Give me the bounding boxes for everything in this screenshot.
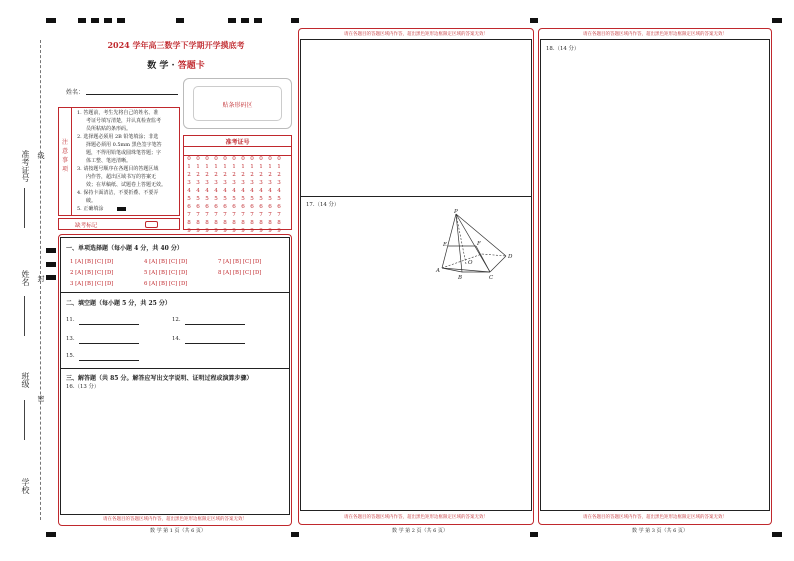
page3-answer-box — [540, 39, 770, 511]
page3-top-warning: 请在各题目的答题区域内作答，超出黑色矩形边框限定区域的答案无效！ — [583, 32, 727, 37]
fill-q13: 13. — [66, 336, 75, 342]
absent-row — [58, 218, 180, 230]
fill-q15-blank[interactable] — [79, 360, 139, 361]
fill-q12-blank[interactable] — [185, 324, 245, 325]
notes-label: 注意事项 — [61, 139, 68, 173]
pyramid-figure — [432, 208, 518, 284]
timing-mark — [91, 18, 99, 23]
instruction-line: 破。 — [86, 198, 97, 204]
page1-footer: 数 学 第 1 页（共 6 页） — [150, 528, 206, 534]
timing-mark — [176, 18, 184, 23]
timing-mark — [772, 18, 782, 23]
instruction-line: 4. 保持卡面清洁，不要折叠、不要弄 — [77, 190, 159, 196]
side-line-mark: 线 — [37, 152, 45, 159]
side-fill-line — [24, 188, 25, 228]
absent-checkbox[interactable] — [145, 221, 158, 228]
instruction-line: 5. 正确填涂 — [77, 206, 104, 212]
page3-footer: 数 学 第 3 页（共 6 页） — [632, 528, 688, 534]
question-18: 18.（14 分） — [546, 46, 580, 52]
absent-label: 缺考标记 — [75, 223, 98, 229]
instruction-line: 择题必须用 0.5mm 黑色签字笔答 — [86, 142, 162, 148]
page-subtitle — [60, 58, 292, 71]
choice-row[interactable]: 6 [A] [B] [C] [D] — [144, 281, 188, 287]
figure-label: A — [436, 268, 440, 274]
name-field[interactable] — [86, 94, 178, 95]
question-16: 16.（13 分） — [66, 384, 100, 390]
instruction-line: 员所粘贴的条形码。 — [86, 126, 132, 132]
section-divider — [60, 368, 290, 369]
timing-mark — [254, 18, 262, 23]
digit-column[interactable]: 0 1 2 3 4 5 6 7 8 9 — [196, 156, 200, 234]
choice-row[interactable]: 5 [A] [B] [C] [D] — [144, 270, 188, 276]
subtitle-card: 答题卡 — [177, 61, 205, 71]
choice-row[interactable]: 4 [A] [B] [C] [D] — [144, 259, 188, 265]
timing-mark — [46, 18, 56, 23]
figure-label: O — [468, 260, 473, 266]
timing-mark — [78, 18, 86, 23]
filled-bubble-sample — [117, 207, 126, 211]
fill-q14: 14. — [172, 336, 181, 342]
instruction-line: 题，不得用铅笔或圆珠笔答题；字 — [86, 150, 162, 156]
figure-label: P — [454, 209, 458, 215]
fill-q12: 12. — [172, 317, 181, 323]
barcode-area — [183, 78, 292, 129]
side-fill-line — [24, 400, 25, 440]
page1-warning: 请在各题目的答题区域内作答，超出黑色矩形边框限定区域的答案无效！ — [103, 517, 247, 522]
digit-column[interactable]: 0 1 2 3 4 5 6 7 8 9 — [232, 156, 236, 234]
choice-row[interactable]: 2 [A] [B] [C] [D] — [70, 270, 114, 276]
digit-column[interactable]: 0 1 2 3 4 5 6 7 8 9 — [241, 156, 245, 234]
instruction-line: 1. 答题前，考生先将自己的姓名、准 — [77, 110, 159, 116]
digit-column[interactable]: 0 1 2 3 4 5 6 7 8 9 — [187, 156, 191, 234]
timing-mark — [291, 18, 299, 23]
digit-column[interactable]: 0 1 2 3 4 5 6 7 8 9 — [214, 156, 218, 234]
digit-column[interactable]: 0 1 2 3 4 5 6 7 8 9 — [205, 156, 209, 234]
side-zkzh-label: 准考证号 — [21, 150, 30, 182]
subtitle-subject: 数 学 · — [147, 61, 178, 71]
fill-q15: 15. — [66, 353, 75, 359]
side-name-label: 姓名 — [21, 270, 30, 286]
side-secret-mark: 密 — [37, 395, 45, 402]
timing-mark — [46, 262, 56, 267]
timing-mark — [104, 18, 112, 23]
fill-q11-blank[interactable] — [79, 324, 139, 325]
page2-top-warning: 请在各题目的答题区域内作答，超出黑色矩形边框限定区域的答案无效！ — [344, 32, 488, 37]
choice-row[interactable]: 3 [A] [B] [C] [D] — [70, 281, 114, 287]
page2-bottom-warning: 请在各题目的答题区域内作答，超出黑色矩形边框限定区域的答案无效！ — [344, 515, 488, 520]
instruction-line: 体工整、笔迹清晰。 — [86, 158, 132, 164]
timing-mark — [772, 532, 782, 537]
name-label: 姓名： — [66, 89, 85, 96]
side-school-label: 学校 — [21, 478, 30, 494]
timing-mark — [530, 532, 538, 537]
choice-row[interactable]: 7 [A] [B] [C] [D] — [218, 259, 262, 265]
question-divider — [300, 196, 532, 197]
page3-bottom-warning: 请在各题目的答题区域内作答，超出黑色矩形边框限定区域的答案无效！ — [583, 515, 727, 520]
figure-label: D — [508, 254, 513, 260]
timing-mark — [117, 18, 125, 23]
figure-label: F — [477, 241, 481, 247]
figure-label: E — [443, 242, 448, 248]
digit-column[interactable]: 0 1 2 3 4 5 6 7 8 9 — [259, 156, 263, 234]
section2-title: 二、填空题（每小题 5 分，共 25 分） — [66, 300, 171, 307]
fill-q11: 11. — [66, 317, 75, 323]
timing-mark — [241, 18, 249, 23]
section3-title: 三、解答题（共 85 分。解答应写出文字说明、证明过程或演算步骤） — [66, 375, 253, 382]
timing-mark — [291, 532, 299, 537]
question-17: 17.（14 分） — [306, 202, 340, 208]
side-class-label: 班级 — [21, 372, 30, 388]
timing-mark — [530, 18, 538, 23]
timing-mark — [46, 532, 56, 537]
fill-q14-blank[interactable] — [185, 343, 245, 344]
choice-row[interactable]: 1 [A] [B] [C] [D] — [70, 259, 114, 265]
digit-column[interactable]: 0 1 2 3 4 5 6 7 8 9 — [250, 156, 254, 234]
digit-column[interactable]: 0 1 2 3 4 5 6 7 8 9 — [268, 156, 272, 234]
section-divider — [60, 292, 290, 293]
side-fill-line — [24, 296, 25, 336]
instruction-line: 3. 请按题号顺序在各题目的答题区域 — [77, 166, 159, 172]
instruction-line: 内作答，超出区域书写的答案无 — [86, 174, 157, 180]
page2-footer: 数 学 第 2 页（共 6 页） — [392, 528, 448, 534]
side-seal-mark: 封 — [37, 275, 45, 282]
digit-column[interactable]: 0 1 2 3 4 5 6 7 8 9 — [223, 156, 227, 234]
instruction-line: 效；在草稿纸、试题卷上答题无效。 — [86, 182, 167, 188]
digit-column[interactable]: 0 1 2 3 4 5 6 7 8 9 — [277, 156, 281, 234]
page-title: 2024 学年高三数学下学期开学摸底考 — [107, 40, 245, 50]
exam-number-label: 准考证号 — [225, 139, 250, 146]
instruction-line: 考证号填写清楚，并认真检查监考 — [86, 118, 162, 124]
figure-label: B — [458, 275, 463, 281]
timing-mark — [46, 248, 56, 253]
section1-title: 一、单项选择题（每小题 4 分，共 40 分） — [66, 245, 183, 252]
fill-q13-blank[interactable] — [79, 343, 139, 344]
barcode-label: 贴条形码区 — [222, 102, 253, 109]
choice-row[interactable]: 8 [A] [B] [C] [D] — [218, 270, 262, 276]
timing-mark — [46, 275, 56, 280]
instruction-line: 2. 选择题必须用 2B 铅笔填涂；非选 — [77, 134, 159, 140]
timing-mark — [228, 18, 236, 23]
figure-label: C — [489, 275, 494, 281]
